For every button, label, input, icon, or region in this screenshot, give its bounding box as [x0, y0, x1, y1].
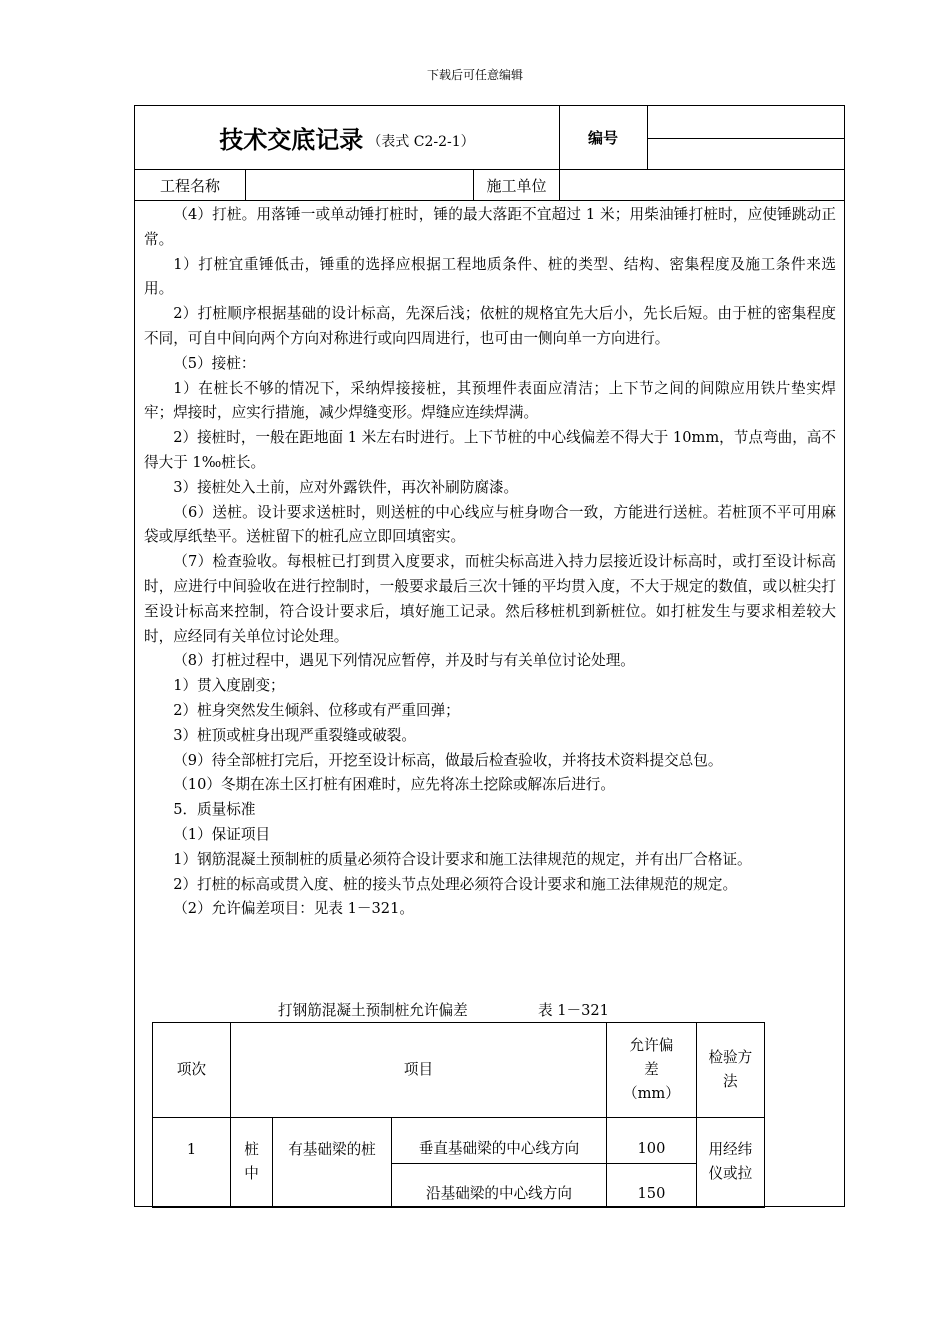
paragraph: （7）检查验收。每根桩已打到贯入度要求，而桩尖标高进入持力层接近设计标高时，或打至设计标高时，应进行中间验收在进行控制时，一般要求最后三次十锤的平均贯入度，不大于规定的数值，或以桩尖打至设计标高来控制，符合设计要求后，填好施工记录。然后移桩机到新桩位。如打桩发生与要求相差较大时，应经同有关单位讨论处理。 — [144, 553, 836, 645]
project-info-row — [135, 170, 844, 201]
paragraph: 2）打桩的标高或贯入度、桩的接头节点处理必须符合设计要求和施工法律规范的规定。 — [173, 875, 738, 893]
header-tolerance: 允许偏差（mm） — [607, 1023, 697, 1118]
form-title-cell — [135, 106, 560, 169]
paragraph: 3）桩顶或桩身出现严重裂缝或破裂。 — [173, 726, 416, 744]
row-method: 用经纬仪或拉 — [696, 1118, 764, 1208]
item-tolerance: 100 — [607, 1118, 697, 1164]
deviation-table — [152, 1022, 765, 1208]
paragraph: （8）打桩过程中，遇见下列情况应暂停，并及时与有关单位讨论处理。 — [173, 652, 635, 670]
paragraph: （10）冬期在冻土区打桩有困难时，应先将冻土挖除或解冻后进行。 — [173, 776, 615, 794]
paragraph: （9）待全部桩打完后，开挖至设计标高，做最后检查验收，并将技术资料提交总包。 — [173, 751, 723, 769]
item-name: 沿基础梁的中心线方向 — [392, 1164, 607, 1208]
paragraph: 2）桩身突然发生倾斜、位移或有严重回弹； — [173, 701, 460, 719]
paragraph: （5）接桩： — [173, 354, 256, 372]
paragraph: （2）允许偏差项目：见表 1－321。 — [173, 900, 414, 918]
paragraph: 2）接桩时，一般在距地面 1 米左右时进行。上下节桩的中心线偏差不得大于 10mm，节点弯曲，高不得大于 1‰桩长。 — [144, 429, 836, 471]
form-code: （表式 C2-2-1） — [367, 133, 475, 150]
form-title: 技术交底记录 — [219, 126, 364, 154]
paragraph: 1）钢筋混凝土预制桩的质量必须符合设计要求和施工法律规范的规定，并有出厂合格证。 — [173, 850, 752, 868]
paragraph: （4）打桩。用落锤一或单动锤打桩时，锤的最大落距不宜超过 1 米；用柴油锤打桩时，应使锤跳动正常。 — [144, 206, 836, 248]
table-caption-title: 打钢筋混凝土预制桩允许偏差 — [278, 1002, 468, 1019]
paragraph: （1）保证项目 — [173, 825, 271, 843]
paragraph: 1）打桩宜重锤低击，锤重的选择应根据工程地质条件、桩的类型、结构、密集程度及施工条件来选用。 — [144, 255, 836, 298]
disclosure-content — [144, 203, 836, 922]
item-name: 垂直基础梁的中心线方向 — [392, 1118, 607, 1164]
paragraph: 1）在桩长不够的情况下，采纳焊接接桩，其预埋件表面应清洁；上下节之间的间隙应用铁片垫实焊牢；焊接时，应实行措施，减少焊缝变形。焊缝应连续焊满。 — [144, 379, 836, 422]
number-value-field-lower[interactable] — [647, 139, 844, 169]
paragraph: （6）送桩。设计要求送桩时，则送桩的中心线应与桩身吻合一致，方能进行送桩。若桩顶不平可用麻袋或厚纸垫平。送桩留下的桩孔应立即回填密实。 — [144, 503, 836, 546]
disclosure-record-form — [134, 105, 845, 1207]
header-method: 检验方法 — [696, 1023, 764, 1118]
number-value-field[interactable] — [647, 106, 844, 139]
download-watermark: 下载后可任意编辑 — [426, 68, 523, 82]
header-item: 项目 — [231, 1023, 607, 1118]
paragraph: 1）贯入度剧变； — [173, 677, 285, 695]
project-name-label: 工程名称 — [135, 170, 246, 200]
row-subcategory: 有基础梁的桩 — [273, 1118, 392, 1208]
form-header-row — [135, 106, 844, 170]
table-caption-number: 表 1－321 — [538, 1002, 609, 1019]
row-category: 桩中 — [231, 1118, 273, 1208]
header-index: 项次 — [153, 1023, 231, 1118]
project-name-field[interactable] — [246, 170, 474, 200]
construction-unit-field[interactable] — [560, 170, 844, 200]
construction-unit-label: 施工单位 — [474, 170, 560, 200]
table-row — [153, 1118, 765, 1164]
item-tolerance: 150 — [607, 1164, 697, 1208]
number-label: 编号 — [559, 106, 648, 169]
paragraph: 5．质量标准 — [173, 801, 256, 819]
paragraph: 2）打桩顺序根据基础的设计标高，先深后浅；依桩的规格宜先大后小，先长后短。由于桩的密集程度不同，可自中间向两个方向对称进行或向四周进行，也可由一侧向单一方向进行。 — [144, 305, 836, 347]
row-index: 1 — [153, 1118, 231, 1208]
paragraph: 3）接桩处入土前，应对外露铁件，再次补刷防腐漆。 — [173, 478, 519, 496]
table-header-row — [153, 1023, 765, 1118]
